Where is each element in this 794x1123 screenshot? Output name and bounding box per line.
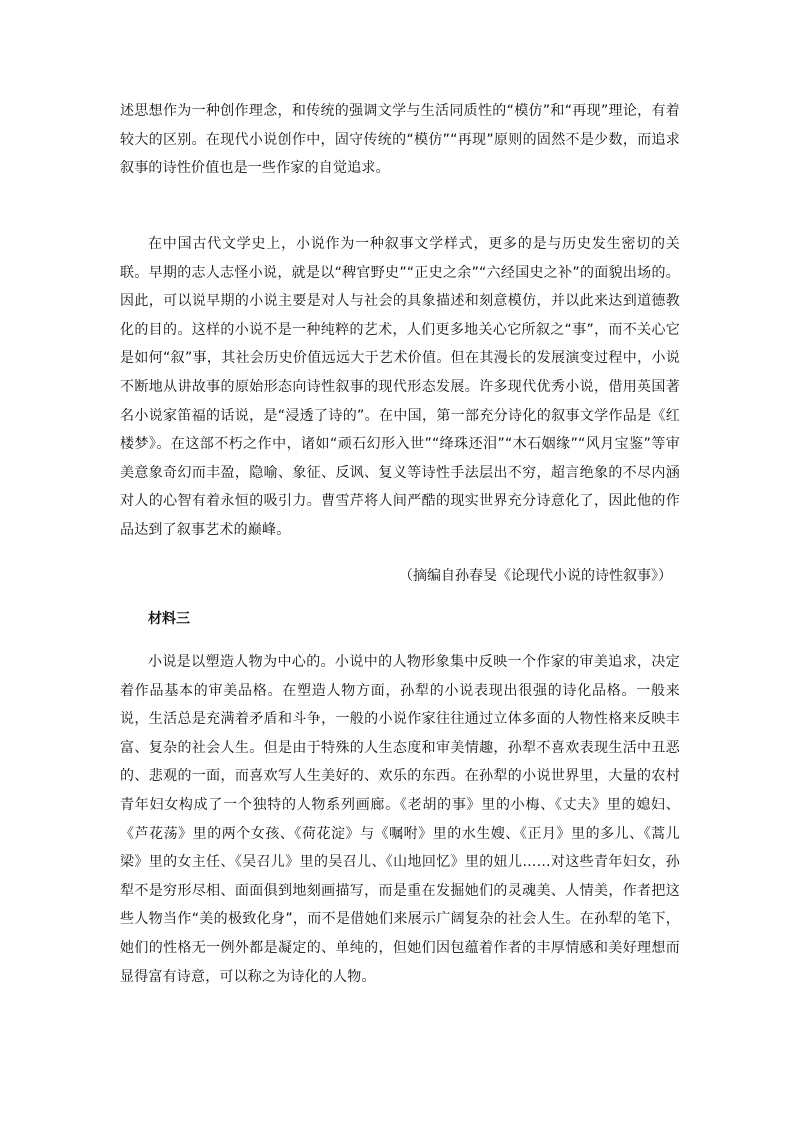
source-citation: （摘编自孙春旻《论现代小说的诗性叙事》） xyxy=(399,568,672,584)
section-heading: 材料三 xyxy=(148,611,190,627)
paragraph-sun-li: 小说是以塑造人物为中心的。小说中的人物形象集中反映一个作家的审美追求，决定着作品基本的审美品格。在塑造人物方面，孙犁的小说表现出很强的诗化品格。一般来说，生活总是充满着矛盾和斗争，一般的小说作家往往通过立体多面的人物性格来反映丰富、复杂的社会人生。但是由于特殊的人生态度和审美情趣，孙犁不喜欢表现生活中丑恶的、悲观的一面，而喜欢写人生美好的、欢乐的东西。在孙犁的小说世界里，大量的农村青年妇女构成了一个独特的人物系列画廊。《老胡的事》里的小梅、《丈夫》里的媳妇、《芦花荡》里的两个女孩、《荷花淀》与《嘱咐》里的水生嫂、《正月》里的多儿、《蒿儿梁》里的女主任、《吴召儿》里的吴召儿、《山地回忆》里的妞儿……对这些青年妇女，孙犁不是穷形尽相、面面俱到地刻画描写，而是重在发掘她们的灵魂美、人情美，作者把这些人物当作“美的极致化身”，而不是借她们来展示广阔复杂的社会人生。在孙犁的笔下，她们的性格无一例外都是凝定的、单纯的，但她们因包蕴着作者的丰厚情感和美好理想而显得富有诗意，可以称之为诗化的人物。 xyxy=(120,654,680,985)
paragraph-classical-fiction: 在中国古代文学史上，小说作为一种叙事文学样式，更多的是与历史发生密切的关联。早期的志人志怪小说，就是以“稗官野史”“正史之余”“六经国史之补”的面貌出场的。因此，可以说早期的小说主要是对人与社会的具象描述和刻意模仿，并以此来达到道德教化的目的。这样的小说不是一种纯粹的艺术，人们更多地关心它所叙之“事”，而不关心它是如何“叙”事，其社会历史价值远远大于艺术价值。但在其漫长的发展演变过程中，小说不断地从讲故事的原始形态向诗性叙事的现代形态发展。许多现代优秀小说，借用英国著名小说家笛福的话说，是“浸透了诗的”。在中国，第一部充分诗化的叙事文学作品是《红楼梦》。在这部不朽之作中，诸如“顽石幻形入世”“绛珠还泪”“木石姻缘”“风月宝鉴”等审美意象奇幻而丰盈，隐喻、象征、反讽、复义等诗性手法层出不穷，超言绝象的不尽内涵对人的心智有着永恒的吸引力。曹雪芹将人间严酷的现实世界充分诗意化了，因此他的作品达到了叙事艺术的巅峰。 xyxy=(120,236,680,538)
paragraph-continuation: 述思想作为一种创作理念，和传统的强调文学与生活同质性的“模仿”和“再现”理论，有着较大的区别。在现代小说创作中，固守传统的“模仿”“再现”原则的固然不是少数，而追求叙事的诗性价值也是一些作家的自觉追求。 xyxy=(120,103,680,177)
